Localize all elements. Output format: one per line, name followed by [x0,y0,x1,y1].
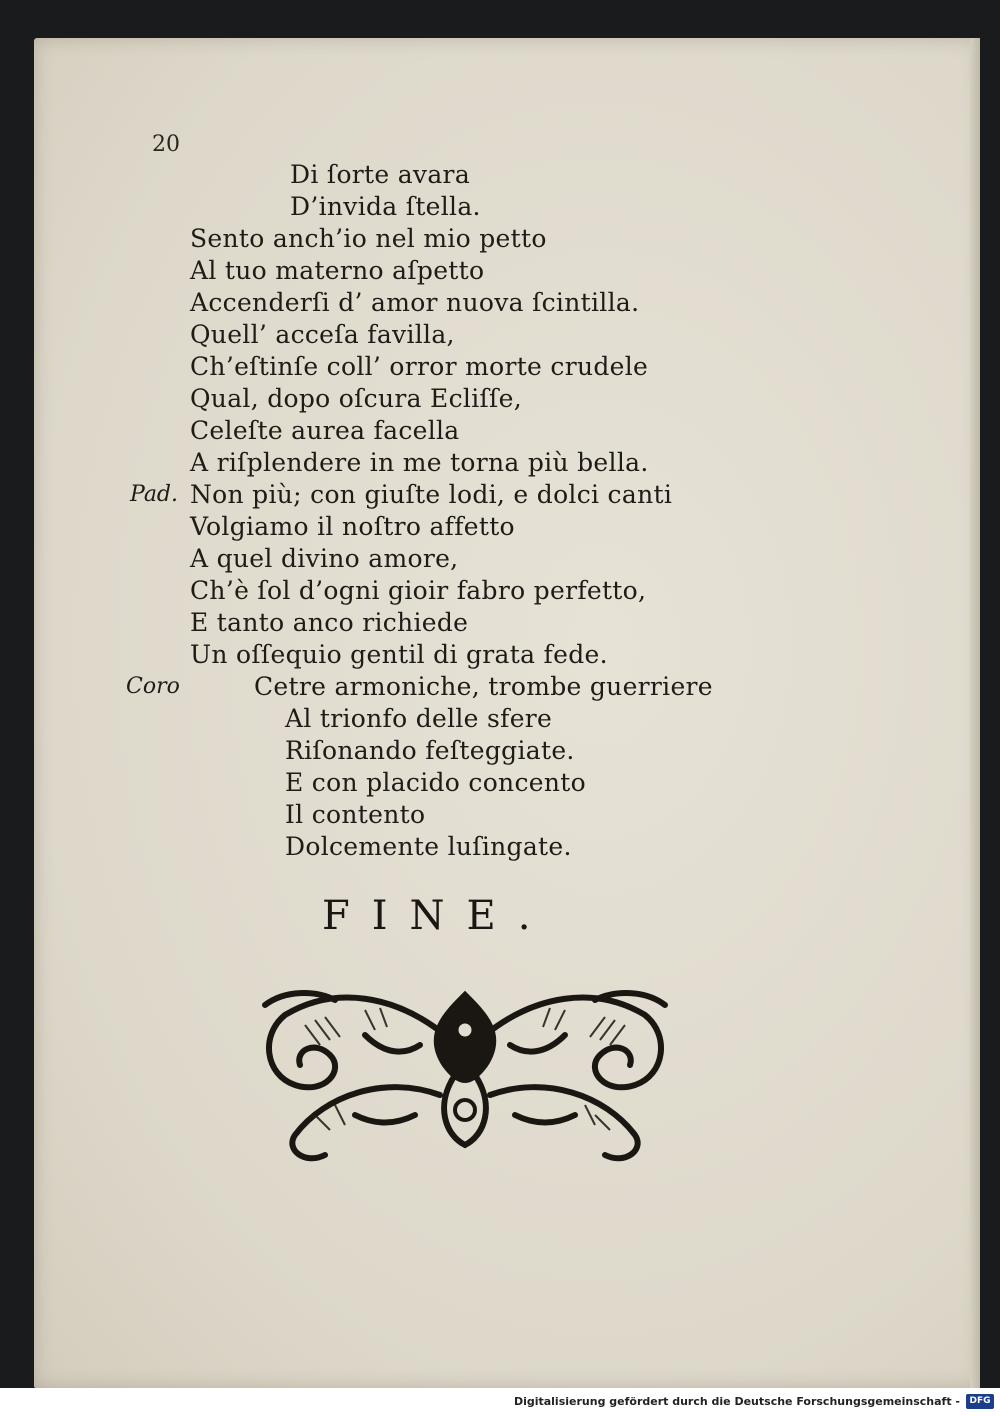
speaker-label: Pad. [130,482,179,507]
text-line: Di ſorte avara [290,160,471,189]
fine-heading: FINE. [322,893,553,939]
text-line: Il contento [285,800,426,829]
text-line: Volgiamo il noſtro affetto [190,512,515,541]
text-line: Al trionfo delle sfere [285,704,553,733]
text-line: Cetre armoniche, trombe guerriere [254,672,713,701]
footer-bar [0,1388,1000,1416]
text-line: Dolcemente luſingate. [285,832,572,861]
speaker-label: Coro [126,674,180,699]
page-number: 20 [152,132,180,157]
text-line: E tanto anco richiede [190,608,469,637]
footer-credit: Digitalisierung gefördert durch die Deutsche Forschungsgemeinschaft - [513,1395,960,1408]
text-line: A riſplendere in me torna più bella. [190,448,649,477]
text-line: Accenderſi d’ amor nuova ſcintilla. [190,288,640,317]
text-line: Riſonando feſteggiate. [285,736,575,765]
text-line: Non più; con giuſte lodi, e dolci canti [190,480,673,509]
text-line: Celeſte aurea facella [190,416,460,445]
text-line: Qual, dopo oſcura Ecliſſe, [190,384,522,413]
dfg-logo-icon: DFG [966,1394,994,1409]
woodcut-ornament [245,975,685,1170]
text-line: D’invida ſtella. [290,192,481,221]
text-line: Al tuo materno aſpetto [190,256,485,285]
text-line: Un oſſequio gentil di grata fede. [190,640,608,669]
text-line: Ch’eſtinſe coll’ orror morte crudele [190,352,649,381]
page-edge [970,38,980,1388]
text-line: Sento anch’io nel mio petto [190,224,547,253]
text-line: A quel divino amore, [190,544,459,573]
text-line: Quell’ acceſa favilla, [190,320,455,349]
text-line: Ch’è ſol d’ogni gioir fabro perfetto, [190,576,647,605]
text-line: E con placido concento [285,768,586,797]
